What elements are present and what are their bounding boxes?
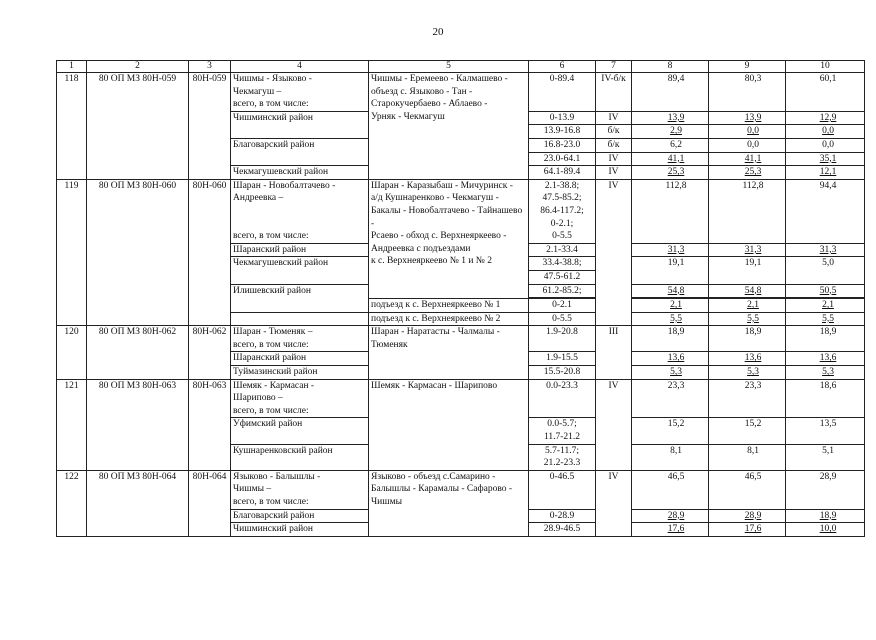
table-cell: 13.9-16.8 (529, 125, 596, 139)
header-cell-1: 1 (57, 61, 87, 73)
table-cell: 23,3 (632, 379, 709, 418)
table-cell: 0-13.9 (529, 111, 596, 125)
table-cell: IV (596, 179, 632, 326)
table-cell: 0.0-5.7; 11.7-21.2 (529, 418, 596, 444)
header-cell-4: 4 (231, 61, 369, 73)
table-row (57, 379, 865, 418)
table-cell: 80Н-064 (189, 470, 231, 536)
table-cell: IV (596, 166, 632, 180)
table-cell: Благоварский район (231, 509, 369, 523)
table-cell: 112,8 (709, 179, 786, 243)
table-cell: 1.9-15.5 (529, 352, 596, 366)
table-cell: Кушнаренковский район (231, 444, 369, 470)
table-cell: 16.8-23.0 (529, 138, 596, 152)
table-cell: 17,6 (632, 523, 709, 537)
table-cell: подъезд к с. Верхнеяркеево № 2 (369, 312, 529, 326)
table-cell: подъезд к с. Верхнеяркеево № 1 (369, 299, 529, 313)
table-cell: 60,1 (786, 73, 865, 112)
table-cell: Шаран - Каразыбаш - Мичуринск - а/д Кушнаренково - Чекмагуш - Бакалы - Новобалтачево - Тайнашево - Рсаево - обход с. Верхнеяркеево - Андреевка с подъездами к с. Верхнеяркеево № 1 и № 2 (369, 179, 529, 298)
table-cell: 19,1 (709, 257, 786, 284)
table-cell: 23,3 (709, 379, 786, 418)
table-cell: Чишминский район (231, 523, 369, 537)
table-cell: Шаран - Наратасты - Чалмалы - Тюменяк (369, 326, 529, 379)
table-cell: Чекмагушевский район (231, 257, 369, 284)
table-cell: 5.7-11.7; 21.2-23.3 (529, 444, 596, 470)
table-cell: 0-46.5 (529, 470, 596, 509)
table-cell: Шемяк - Кармасан - Шарипово (369, 379, 529, 470)
table-cell: 5,5 (709, 312, 786, 326)
table-cell: 5,3 (632, 366, 709, 380)
table-cell: IV (596, 379, 632, 470)
table-cell: 112,8 (632, 179, 709, 243)
table-cell: 8,1 (709, 444, 786, 470)
table-cell: Языково - Балышлы - Чишмы – всего, в том числе: (231, 470, 369, 509)
table-cell: Чекмагушевский район (231, 166, 369, 180)
table-cell (231, 312, 369, 326)
header-cell-10: 10 (786, 61, 865, 73)
table-cell: 54,8 (709, 284, 786, 298)
table-cell: 13,6 (632, 352, 709, 366)
header-cell-2: 2 (87, 61, 189, 73)
table-cell: Шемяк - Кармасан - Шарипово – всего, в том числе: (231, 379, 369, 418)
table-cell: 80 ОП МЗ 80Н-059 (87, 73, 189, 180)
table-row (57, 326, 865, 352)
table-cell: 13,6 (709, 352, 786, 366)
page-number: 20 (432, 26, 444, 38)
table-cell: 31,3 (632, 243, 709, 257)
table-cell: б/к (596, 125, 632, 139)
table-cell: 2,9 (632, 125, 709, 139)
table-cell: 10,0 (786, 523, 865, 537)
table-row (57, 73, 865, 112)
table-cell: 25,3 (632, 166, 709, 180)
table-cell: IV (596, 111, 632, 125)
table-cell: Чишмы - Языково - Чекмагуш – всего, в том числе: (231, 73, 369, 112)
table-cell: Шаранский район (231, 243, 369, 257)
table-cell: 33.4-38.8; (529, 257, 596, 271)
header-cell-5: 5 (369, 61, 529, 73)
table-cell: 46,5 (632, 470, 709, 509)
table-cell: 12,1 (786, 166, 865, 180)
table-cell: 17,6 (709, 523, 786, 537)
table-cell: 15,2 (632, 418, 709, 444)
table-cell: 23.0-64.1 (529, 152, 596, 166)
table-cell: Шаран - Новобалтачево - Андреевка – всего, в том числе: (231, 179, 369, 243)
table-cell: 80 ОП МЗ 80Н-060 (87, 179, 189, 326)
table-cell: 89,4 (632, 73, 709, 112)
table-cell: IV (596, 470, 632, 536)
table-cell: 5,5 (786, 312, 865, 326)
table-cell: 6,2 (632, 138, 709, 152)
table-cell: 13,9 (632, 111, 709, 125)
table-cell: Туймазинский район (231, 366, 369, 380)
table-cell: 0-2.1 (529, 299, 596, 313)
table-cell: 31,3 (786, 243, 865, 257)
table-cell: 0-28.9 (529, 509, 596, 523)
table-cell: 18,9 (709, 326, 786, 352)
table-cell: 2.1-33.4 (529, 243, 596, 257)
table-row (57, 470, 865, 509)
header-cell-9: 9 (709, 61, 786, 73)
table-cell: 0,0 (709, 125, 786, 139)
table-cell: 15.5-20.8 (529, 366, 596, 380)
table-cell: 28,9 (632, 509, 709, 523)
table-cell: 50,5 (786, 284, 865, 298)
header-cell-8: 8 (632, 61, 709, 73)
table-cell: Шаранский район (231, 352, 369, 366)
table-cell: 18,9 (786, 509, 865, 523)
table-cell: 18,9 (632, 326, 709, 352)
table-cell: 2,1 (709, 299, 786, 313)
table-cell: 12,9 (786, 111, 865, 125)
table-cell: 5,0 (786, 257, 865, 284)
roads-table (56, 60, 865, 537)
table-cell: 13,9 (709, 111, 786, 125)
table-cell: 25,3 (709, 166, 786, 180)
table-cell: 61.2-85.2; (529, 284, 596, 298)
table-cell: 5,3 (786, 366, 865, 380)
header-cell-3: 3 (189, 61, 231, 73)
table-cell: 13,6 (786, 352, 865, 366)
table-cell: 0,0 (709, 138, 786, 152)
table-cell: 2.1-38.8; 47.5-85.2; 86.4-117.2; 0-2.1; 0-5.5 (529, 179, 596, 243)
table-row (57, 179, 865, 243)
table-cell: 28.9-46.5 (529, 523, 596, 537)
table-cell: Илишевский район (231, 284, 369, 312)
table-cell: 15,2 (709, 418, 786, 444)
table-cell: 80Н-063 (189, 379, 231, 470)
table-cell: 5,5 (632, 312, 709, 326)
table-cell: 122 (57, 470, 87, 536)
table-cell: III (596, 326, 632, 379)
table-cell: б/к (596, 138, 632, 152)
table-cell: 80Н-059 (189, 73, 231, 180)
table-cell: 41,1 (709, 152, 786, 166)
table-cell: 18,9 (786, 326, 865, 352)
table-cell: Языково - объезд с.Самарино - Балышлы - Карамалы - Сафарово - Чишмы (369, 470, 529, 536)
table-cell: 0-89.4 (529, 73, 596, 112)
table-cell: 2,1 (632, 299, 709, 313)
table-cell: 28,9 (786, 470, 865, 509)
table-cell: 80,3 (709, 73, 786, 112)
table-cell: 35,1 (786, 152, 865, 166)
table-cell: 118 (57, 73, 87, 180)
table-cell: 2,1 (786, 299, 865, 313)
table-cell: Шаран - Тюменяк – всего, в том числе: (231, 326, 369, 352)
table-cell: 1.9-20.8 (529, 326, 596, 352)
table-cell: 31,3 (709, 243, 786, 257)
header-cell-6: 6 (529, 61, 596, 73)
table-cell: 80 ОП МЗ 80Н-063 (87, 379, 189, 470)
table-cell: IV (596, 152, 632, 166)
table-cell: 13,5 (786, 418, 865, 444)
table-cell: 54,8 (632, 284, 709, 298)
table-cell: 18,6 (786, 379, 865, 418)
table-cell: 28,9 (709, 509, 786, 523)
table-cell: 8,1 (632, 444, 709, 470)
table-cell: 120 (57, 326, 87, 379)
table-cell: 41,1 (632, 152, 709, 166)
table-cell: 80 ОП МЗ 80Н-062 (87, 326, 189, 379)
header-row (57, 61, 865, 73)
table-cell: 80Н-060 (189, 179, 231, 326)
header-cell-7: 7 (596, 61, 632, 73)
table-cell: 94,4 (786, 179, 865, 243)
table-cell: 80 ОП МЗ 80Н-064 (87, 470, 189, 536)
table-cell: 119 (57, 179, 87, 326)
table-cell: Чишминский район (231, 111, 369, 138)
table-cell: 47.5-61.2 (529, 270, 596, 284)
table-cell: 64.1-89.4 (529, 166, 596, 180)
table-cell: IV-б/к (596, 73, 632, 112)
table-cell: Чишмы - Еремеево - Калмашево - объезд с. Языково - Тан - Старокучербаево - Аблаево - Урняк - Чекмагуш (369, 73, 529, 180)
table-cell: 121 (57, 379, 87, 470)
table-cell: 5,1 (786, 444, 865, 470)
table-cell: 0,0 (786, 138, 865, 152)
table-cell: 0.0-23.3 (529, 379, 596, 418)
table-cell: 80Н-062 (189, 326, 231, 379)
table-cell: 19,1 (632, 257, 709, 284)
table-cell: Благоварский район (231, 138, 369, 165)
table-cell: 5,3 (709, 366, 786, 380)
table-cell: 0-5.5 (529, 312, 596, 326)
table-cell: Уфимский район (231, 418, 369, 444)
table-cell: 0,0 (786, 125, 865, 139)
table-cell: 46,5 (709, 470, 786, 509)
